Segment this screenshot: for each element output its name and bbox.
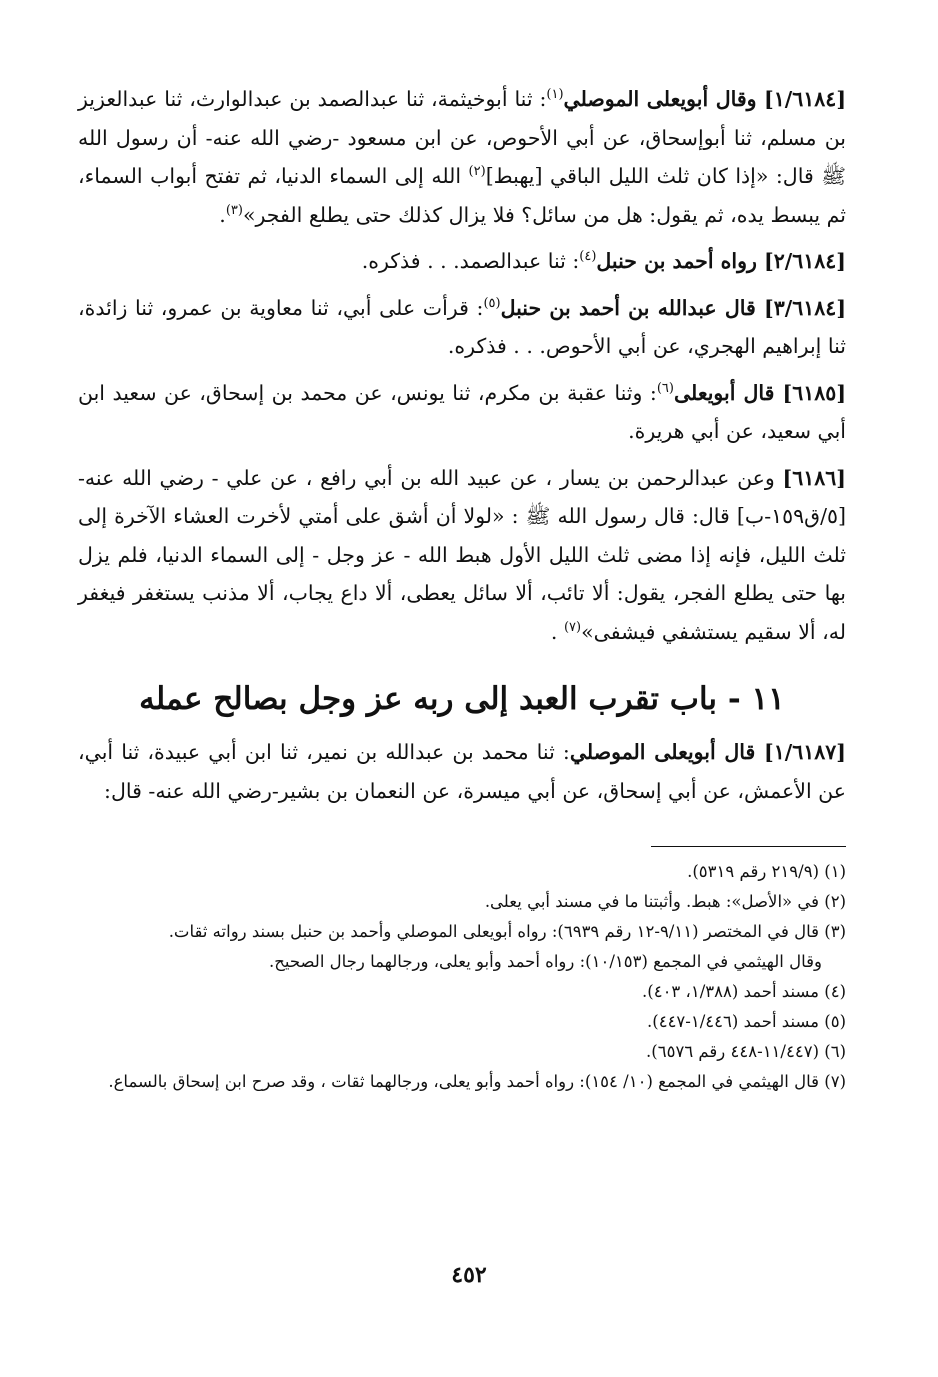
narration-lead: [٦١٨٥] قال أبويعلى	[673, 380, 847, 405]
narration-lead: [٦١٨٦]	[782, 465, 846, 490]
footnote-ref[interactable]: (١)	[546, 87, 564, 103]
footnote-2: (٢) في «الأصل»: هبط. وأثبتنا ما في مسند أبي يعلى.	[484, 892, 846, 911]
narration-text: وعن عبدالرحمن بن يسار ، عن عبيد الله بن أبي رافع ، عن علي - رضي الله عنه- [٥/ق١٥٩-ب] قال: قال رسول الله ﷺ : «لولا أن أشق على أمتي لأخرت العشاء الآخرة إلى ثلث الليل، فإنه إذا مضى ثلث الليل الأول هبط الله - عز وجل - إلى السماء الدنيا، فلم يزل بها حتى يطلع الفجر، يقول: ألا تائب، ألا سائل يعطى، ألا داع يجاب، ألا مذنب يستغفر فيغفر له، ألا سقيم يستشفي فيشفى»	[78, 465, 846, 644]
footnote-ref[interactable]: (٣)	[225, 202, 243, 218]
narration-text: .	[550, 619, 564, 644]
narration-lead: [١/٦١٨٧] قال أبويعلى الموصلي	[569, 740, 846, 764]
footnote-divider	[651, 846, 846, 847]
footnote-3-continued: وقال الهيثمي في المجمع (١٠/١٥٣): رواه أحمد وأبو يعلى، ورجالهما رجال الصحيح.	[268, 952, 822, 971]
paragraph-6187-1	[78, 733, 846, 810]
footnote-6: (٦) (١١/٤٤٧-٤٤٨ رقم ٦٥٧٦).	[646, 1042, 846, 1061]
paragraph-6184-3	[78, 289, 846, 366]
narration-text: : وثنا عقبة بن مكرم، ثنا يونس، عن محمد بن إسحاق، عن سعيد ابن أبي سعيد، عن أبي هريرة.	[78, 380, 846, 443]
page-number: ٤٥٢	[451, 1262, 487, 1288]
footnote-3: (٣) قال في المختصر (٩/١١-١٢ رقم ٦٩٣٩): رواه أبويعلى الموصلي وأحمد بن حنبل بسند رواته ثقات.	[168, 922, 846, 941]
footnote-ref[interactable]: (٢)	[468, 164, 486, 180]
paragraph-6184-1	[78, 80, 846, 234]
chapter-heading: ١١ - باب تقرب العبد إلى ربه عز وجل بصالح عمله	[139, 681, 785, 717]
footnote-ref[interactable]: (٦)	[656, 380, 674, 396]
narration-text: : قرأت على أبي، ثنا معاوية بن عمرو، ثنا زائدة، ثنا إبراهيم الهجري، عن أبي الأحوص. . . فذكره.	[78, 295, 846, 358]
footnote-7: (٧) قال الهيثمي في المجمع (١٠/ ١٥٤): رواه أحمد وأبو يعلى، ورجالهما ثقات ، وقد صرح ابن إسحاق بالسماع.	[108, 1072, 846, 1091]
narration-lead: [١/٦١٨٤] وقال أبويعلى الموصلي	[563, 87, 847, 111]
paragraph-6184-2	[78, 242, 846, 281]
paragraph-6185	[78, 374, 846, 451]
footnote-4: (٤) مسند أحمد (١/٣٨٨، ٤٠٣).	[642, 982, 846, 1001]
narration-text: : ثنا عبدالصمد. . . فذكره.	[361, 249, 580, 273]
narration-text: : ثنا أبوخيثمة، ثنا عبدالصمد بن عبدالوارث، ثنا عبدالعزيز بن مسلم، ثنا أبوإسحاق، عن أبي الأحوص، عن ابن مسعود -رضي الله عنه- أن رسول الله ﷺ قال: «إذا كان ثلث الليل الباقي [يهبط]	[78, 87, 846, 188]
narration-text: الله إلى السماء الدنيا، ثم تفتح أبواب السماء، ثم يبسط يده، ثم يقول: هل من سائل؟ فلا يزال كذلك حتى يطلع الفجر»	[78, 164, 846, 227]
footnote-ref[interactable]: (٥)	[483, 295, 501, 311]
footnote-5: (٥) مسند أحمد (١/٤٤٦-٤٤٧).	[647, 1012, 846, 1031]
footnotes	[78, 857, 846, 1097]
narration-text: : ثنا محمد بن عبدالله بن نمير، ثنا ابن أبي عبيدة، ثنا أبي، عن الأعمش، عن أبي إسحاق، عن أبي ميسرة، عن النعمان بن بشير-رضي الله عنه- قال:	[78, 740, 846, 803]
footnote-1: (١) (٢١٩/٩ رقم ٥٣١٩).	[687, 862, 846, 881]
narration-text: .	[219, 202, 226, 227]
narration-lead: [٣/٦١٨٤] قال عبدالله بن أحمد بن حنبل	[500, 295, 847, 320]
narration-lead: [٢/٦١٨٤] رواه أحمد بن حنبل	[596, 249, 846, 273]
footnote-ref[interactable]: (٧)	[563, 619, 582, 635]
footnote-ref[interactable]: (٤)	[579, 249, 597, 265]
paragraph-6186	[78, 459, 846, 652]
